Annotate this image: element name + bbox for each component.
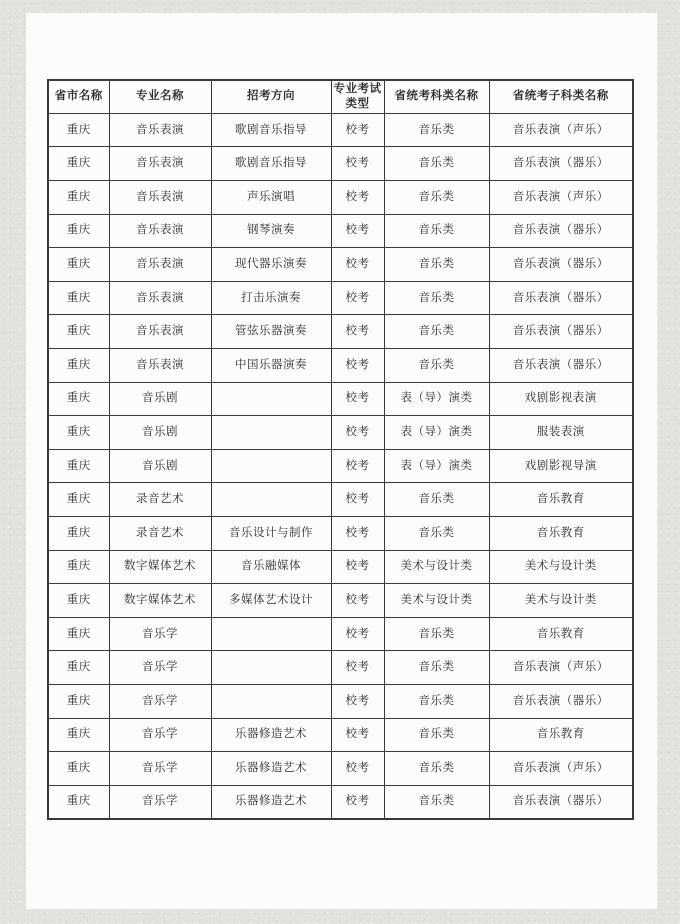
table-cell: 音乐教育 — [489, 483, 633, 517]
table-cell: 重庆 — [48, 785, 109, 819]
table-cell: 音乐表演（器乐） — [489, 315, 633, 349]
table-cell: 重庆 — [48, 181, 109, 215]
table-cell: 校考 — [331, 617, 384, 651]
table-cell: 音乐剧 — [109, 416, 211, 450]
table-cell: 音乐表演 — [109, 315, 211, 349]
table-cell: 音乐类 — [384, 181, 489, 215]
table-cell — [211, 684, 331, 718]
table-cell: 音乐表演（器乐） — [489, 349, 633, 383]
table-row — [48, 181, 633, 215]
table-container — [47, 79, 634, 820]
table-cell: 校考 — [331, 785, 384, 819]
table-cell: 音乐表演（器乐） — [489, 147, 633, 181]
table-cell: 音乐类 — [384, 684, 489, 718]
table-row — [48, 248, 633, 282]
table-cell: 音乐表演（声乐） — [489, 181, 633, 215]
table-cell: 重庆 — [48, 214, 109, 248]
table-cell: 音乐表演（声乐） — [489, 113, 633, 147]
table-cell: 音乐类 — [384, 617, 489, 651]
table-cell: 重庆 — [48, 147, 109, 181]
table-cell: 重庆 — [48, 718, 109, 752]
table-row — [48, 416, 633, 450]
table-cell: 校考 — [331, 248, 384, 282]
table-cell: 音乐类 — [384, 214, 489, 248]
table-cell: 校考 — [331, 449, 384, 483]
column-header-3: 招考方向 — [211, 80, 331, 113]
column-header-5: 省统考科类名称 — [384, 80, 489, 113]
table-row — [48, 281, 633, 315]
table-cell: 音乐学 — [109, 651, 211, 685]
table-row — [48, 651, 633, 685]
table-cell: 音乐表演（器乐） — [489, 684, 633, 718]
table-cell: 重庆 — [48, 416, 109, 450]
table-cell: 美术与设计类 — [489, 550, 633, 584]
table-row — [48, 449, 633, 483]
table-cell: 录音艺术 — [109, 483, 211, 517]
table-cell: 音乐类 — [384, 785, 489, 819]
table-cell — [211, 382, 331, 416]
table-cell: 校考 — [331, 382, 384, 416]
table-row — [48, 718, 633, 752]
table-cell: 音乐类 — [384, 147, 489, 181]
table-cell: 校考 — [331, 584, 384, 618]
table-cell: 音乐类 — [384, 281, 489, 315]
table-cell: 校考 — [331, 349, 384, 383]
table-row — [48, 113, 633, 147]
table-cell: 音乐类 — [384, 483, 489, 517]
table-cell: 戏剧影视表演 — [489, 382, 633, 416]
table-cell: 音乐剧 — [109, 449, 211, 483]
table-cell: 校考 — [331, 684, 384, 718]
table-cell: 音乐教育 — [489, 718, 633, 752]
column-header-4: 专业考试类型 — [331, 80, 384, 113]
table-cell: 校考 — [331, 214, 384, 248]
table-cell: 音乐表演 — [109, 147, 211, 181]
table-cell: 音乐剧 — [109, 382, 211, 416]
table-row — [48, 785, 633, 819]
table-cell: 音乐表演 — [109, 248, 211, 282]
table-cell: 乐器修造艺术 — [211, 718, 331, 752]
table-cell: 重庆 — [48, 248, 109, 282]
table-cell: 录音艺术 — [109, 517, 211, 551]
table-cell: 现代器乐演奏 — [211, 248, 331, 282]
table-cell: 音乐表演 — [109, 349, 211, 383]
table-cell: 重庆 — [48, 517, 109, 551]
table-cell: 音乐学 — [109, 718, 211, 752]
table-row — [48, 382, 633, 416]
column-header-6: 省统考子科类名称 — [489, 80, 633, 113]
table-cell: 美术与设计类 — [384, 550, 489, 584]
table-cell: 音乐表演（器乐） — [489, 785, 633, 819]
table-cell: 音乐表演 — [109, 281, 211, 315]
table-cell: 音乐类 — [384, 113, 489, 147]
column-header-2: 专业名称 — [109, 80, 211, 113]
table-cell: 校考 — [331, 181, 384, 215]
table-cell: 音乐学 — [109, 684, 211, 718]
table-cell: 校考 — [331, 315, 384, 349]
table-cell: 音乐融媒体 — [211, 550, 331, 584]
table-cell: 校考 — [331, 416, 384, 450]
table-cell: 钢琴演奏 — [211, 214, 331, 248]
table-cell: 美术与设计类 — [384, 584, 489, 618]
table-cell: 重庆 — [48, 651, 109, 685]
table-cell: 校考 — [331, 517, 384, 551]
table-cell — [211, 483, 331, 517]
table-body — [48, 113, 633, 818]
table-cell: 音乐表演 — [109, 214, 211, 248]
admissions-exam-table — [47, 79, 634, 820]
table-cell: 重庆 — [48, 382, 109, 416]
table-cell: 重庆 — [48, 584, 109, 618]
table-cell: 美术与设计类 — [489, 584, 633, 618]
table-row — [48, 550, 633, 584]
table-cell: 音乐类 — [384, 517, 489, 551]
table-cell: 重庆 — [48, 617, 109, 651]
table-cell: 音乐类 — [384, 315, 489, 349]
table-cell: 中国乐器演奏 — [211, 349, 331, 383]
table-cell: 重庆 — [48, 349, 109, 383]
table-cell: 音乐学 — [109, 617, 211, 651]
table-cell: 服装表演 — [489, 416, 633, 450]
table-cell: 重庆 — [48, 483, 109, 517]
table-cell — [211, 651, 331, 685]
table-cell: 数字媒体艺术 — [109, 550, 211, 584]
table-cell: 打击乐演奏 — [211, 281, 331, 315]
table-cell: 校考 — [331, 483, 384, 517]
table-cell: 重庆 — [48, 113, 109, 147]
table-cell: 校考 — [331, 147, 384, 181]
table-cell: 歌剧音乐指导 — [211, 147, 331, 181]
table-row — [48, 315, 633, 349]
table-row — [48, 483, 633, 517]
table-cell: 声乐演唱 — [211, 181, 331, 215]
table-cell: 重庆 — [48, 684, 109, 718]
table-cell: 乐器修造艺术 — [211, 752, 331, 786]
table-row — [48, 214, 633, 248]
table-row — [48, 517, 633, 551]
table-cell: 重庆 — [48, 752, 109, 786]
table-cell: 校考 — [331, 550, 384, 584]
table-cell: 音乐表演 — [109, 113, 211, 147]
table-cell: 音乐表演（器乐） — [489, 281, 633, 315]
table-cell — [211, 416, 331, 450]
table-cell: 音乐类 — [384, 248, 489, 282]
table-cell: 音乐表演（器乐） — [489, 248, 633, 282]
table-cell: 音乐教育 — [489, 517, 633, 551]
table-row — [48, 147, 633, 181]
table-row — [48, 752, 633, 786]
table-cell: 校考 — [331, 281, 384, 315]
table-cell — [211, 617, 331, 651]
table-cell: 音乐学 — [109, 785, 211, 819]
table-cell: 表（导）演类 — [384, 416, 489, 450]
table-cell: 音乐类 — [384, 349, 489, 383]
table-cell: 校考 — [331, 718, 384, 752]
table-cell: 音乐设计与制作 — [211, 517, 331, 551]
table-cell: 音乐类 — [384, 651, 489, 685]
table-cell: 重庆 — [48, 449, 109, 483]
table-cell: 表（导）演类 — [384, 449, 489, 483]
table-cell: 音乐表演 — [109, 181, 211, 215]
table-cell: 歌剧音乐指导 — [211, 113, 331, 147]
table-cell: 音乐教育 — [489, 617, 633, 651]
table-header-row — [48, 80, 633, 113]
table-cell: 音乐类 — [384, 752, 489, 786]
table-cell: 音乐表演（声乐） — [489, 651, 633, 685]
table-cell: 音乐表演（器乐） — [489, 214, 633, 248]
table-cell: 音乐学 — [109, 752, 211, 786]
table-cell: 乐器修造艺术 — [211, 785, 331, 819]
table-cell: 校考 — [331, 113, 384, 147]
table-row — [48, 617, 633, 651]
table-cell: 多媒体艺术设计 — [211, 584, 331, 618]
column-header-1: 省市名称 — [48, 80, 109, 113]
table-cell: 表（导）演类 — [384, 382, 489, 416]
table-row — [48, 584, 633, 618]
table-cell: 校考 — [331, 752, 384, 786]
table-row — [48, 684, 633, 718]
table-cell — [211, 449, 331, 483]
table-cell: 重庆 — [48, 315, 109, 349]
table-cell: 校考 — [331, 651, 384, 685]
table-cell: 戏剧影视导演 — [489, 449, 633, 483]
table-cell: 音乐类 — [384, 718, 489, 752]
table-cell: 管弦乐器演奏 — [211, 315, 331, 349]
paper-sheet — [26, 13, 657, 909]
table-cell: 数字媒体艺术 — [109, 584, 211, 618]
table-cell: 音乐表演（声乐） — [489, 752, 633, 786]
table-row — [48, 349, 633, 383]
table-cell: 重庆 — [48, 281, 109, 315]
table-cell: 重庆 — [48, 550, 109, 584]
